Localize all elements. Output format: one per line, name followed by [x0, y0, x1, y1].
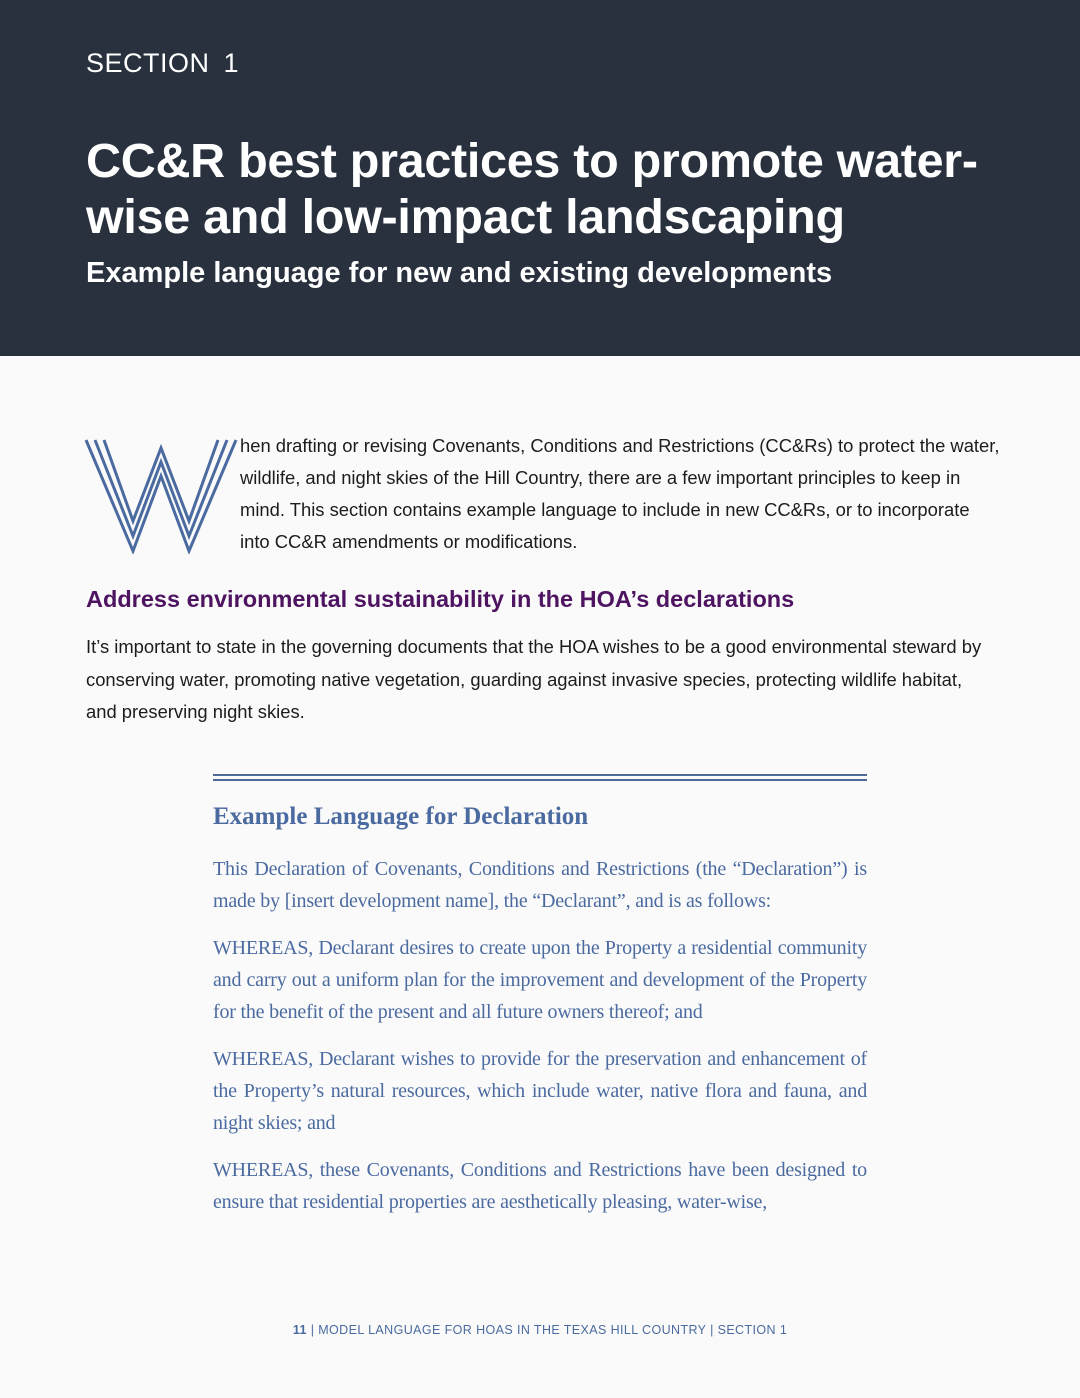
- section-header-band: [0, 0, 1080, 356]
- section-heading: Address environmental sustainability in the HOA’s declarations: [86, 586, 795, 612]
- example-paragraph: This Declaration of Covenants, Conditions and Restrictions (the “Declaration”) is made by [insert development name], the “Declarant”, and is as follows:: [213, 858, 867, 912]
- dropcap-letter-w: [84, 436, 238, 554]
- intro-paragraph: hen drafting or revising Covenants, Conditions and Restrictions (CC&Rs) to protect the water, wildlife, and night skies of the Hill Country, there are a few important principles to keep in mind. This section contains example language to include in new CC&Rs, or to incorporate into CC&R amendments or modifications.: [240, 435, 1000, 552]
- footer-text: | MODEL LANGUAGE FOR HOAS IN THE TEXAS HILL COUNTRY | SECTION 1: [310, 1323, 788, 1337]
- page-number: 11: [292, 1323, 307, 1337]
- page-subtitle: Example language for new and existing developments: [86, 257, 833, 289]
- page-footer: [0, 1323, 1080, 1337]
- section-body: It’s important to state in the governing documents that the HOA wishes to be a good environmental steward by conserving water, promoting native vegetation, guarding against invasive species, protecting wildlife habitat, and preserving night skies.: [86, 636, 982, 722]
- example-paragraph: WHEREAS, Declarant desires to create upon the Property a residential community and carry out a uniform plan for the improvement and development of the Property for the benefit of the present and all future owners thereof; and: [213, 937, 867, 1023]
- section-label: SECTION 1: [86, 48, 240, 78]
- example-heading: Example Language for Declaration: [213, 803, 589, 830]
- example-paragraph: WHEREAS, these Covenants, Conditions and Restrictions have been designed to ensure that residential properties are aesthetically pleasing, water-wise,: [213, 1159, 867, 1213]
- example-paragraph: WHEREAS, Declarant wishes to provide for the preservation and enhancement of the Property’s natural resources, which include water, native flora and fauna, and night skies; and: [213, 1048, 867, 1134]
- double-rule-top: [213, 774, 867, 776]
- page-title: CC&R best practices to promote water-wise and low-impact landscaping: [86, 134, 978, 244]
- double-rule-bottom: [213, 779, 867, 781]
